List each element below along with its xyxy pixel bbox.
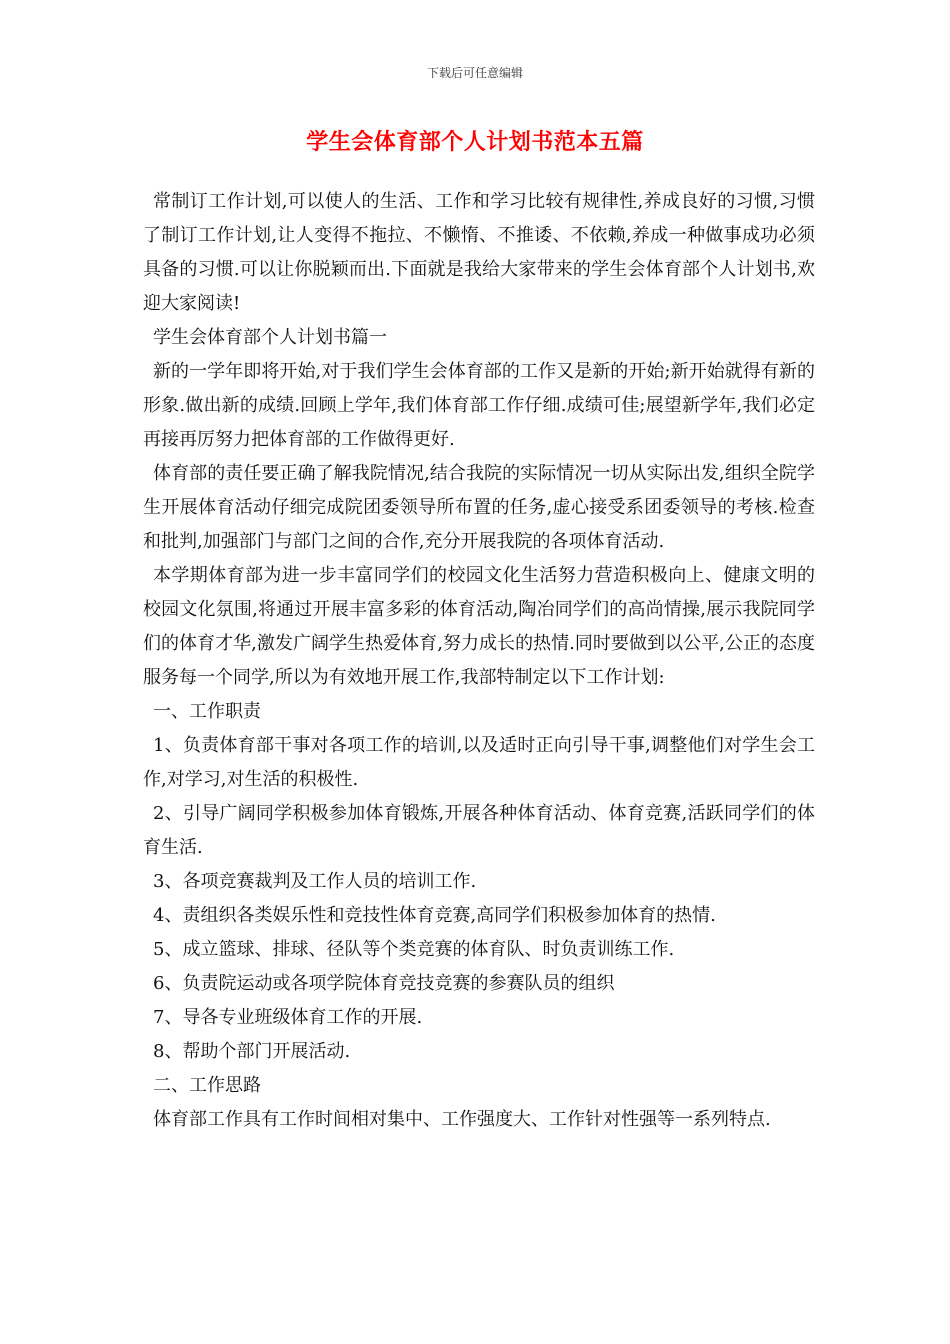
list-item: 4、责组织各类娱乐性和竞技性体育竞赛,高同学们积极参加体育的热情. — [153, 905, 716, 926]
document-body — [143, 185, 815, 1137]
section-heading-duties: 一、工作职责 — [153, 701, 261, 722]
page-header-note: 下载后可任意编辑 — [426, 66, 523, 80]
intro-paragraph: 常制订工作计划,可以使人的生活、工作和学习比较有规律性,养成良好的习惯,习惯了制订工作计划,让人变得不拖拉、不懒惰、不推诿、不依赖,养成一种做事成功必须具备的习惯.可以让你脱颖而出.下面就是我给大家带来的学生会体育部个人计划书,欢迎大家阅读! — [143, 191, 815, 314]
section-heading-approach: 二、工作思路 — [153, 1075, 261, 1096]
body-paragraph: 新的一学年即将开始,对于我们学生会体育部的工作又是新的开始;新开始就得有新的形象.做出新的成绩.回顾上学年,我们体育部工作仔细.成绩可佳;展望新学年,我们必定再接再厉努力把体育部的工作做得更好. — [143, 361, 815, 450]
body-paragraph: 体育部工作具有工作时间相对集中、工作强度大、工作针对性强等一系列特点. — [153, 1109, 771, 1130]
body-paragraph: 体育部的责任要正确了解我院情况,结合我院的实际情况一切从实际出发,组织全院学生开展体育活动仔细完成院团委领导所布置的任务,虚心接受系团委领导的考核.检查和批判,加强部门与部门之间的合作,充分开展我院的各项体育活动. — [143, 463, 815, 552]
list-item: 6、负责院运动或各项学院体育竞技竞赛的参赛队员的组织 — [153, 973, 615, 994]
document-title: 学生会体育部个人计划书范本五篇 — [306, 129, 644, 155]
body-paragraph: 本学期体育部为进一步丰富同学们的校园文化生活努力营造积极向上、健康文明的校园文化氛围,将通过开展丰富多彩的体育活动,陶冶同学们的高尚情操,展示我院同学们的体育才华,激发广阔学生热爱体育,努力成长的热情.同时要做到以公平,公正的态度服务每一个同学,所以为有效地开展工作,我部特制定以下工作计划: — [143, 565, 815, 688]
list-item: 8、帮助个部门开展活动. — [153, 1041, 351, 1062]
list-item: 7、导各专业班级体育工作的开展. — [153, 1007, 423, 1028]
section-heading-part-one: 学生会体育部个人计划书篇一 — [153, 327, 387, 348]
list-item: 2、引导广阔同学积极参加体育锻炼,开展各种体育活动、体育竞赛,活跃同学们的体育生活. — [143, 803, 815, 858]
list-item: 1、负责体育部干事对各项工作的培训,以及适时正向引导干事,调整他们对学生会工作,对学习,对生活的积极性. — [143, 735, 815, 790]
list-item: 3、各项竞赛裁判及工作人员的培训工作. — [153, 871, 477, 892]
list-item: 5、成立篮球、排球、径队等个类竞赛的体育队、时负责训练工作. — [153, 939, 675, 960]
